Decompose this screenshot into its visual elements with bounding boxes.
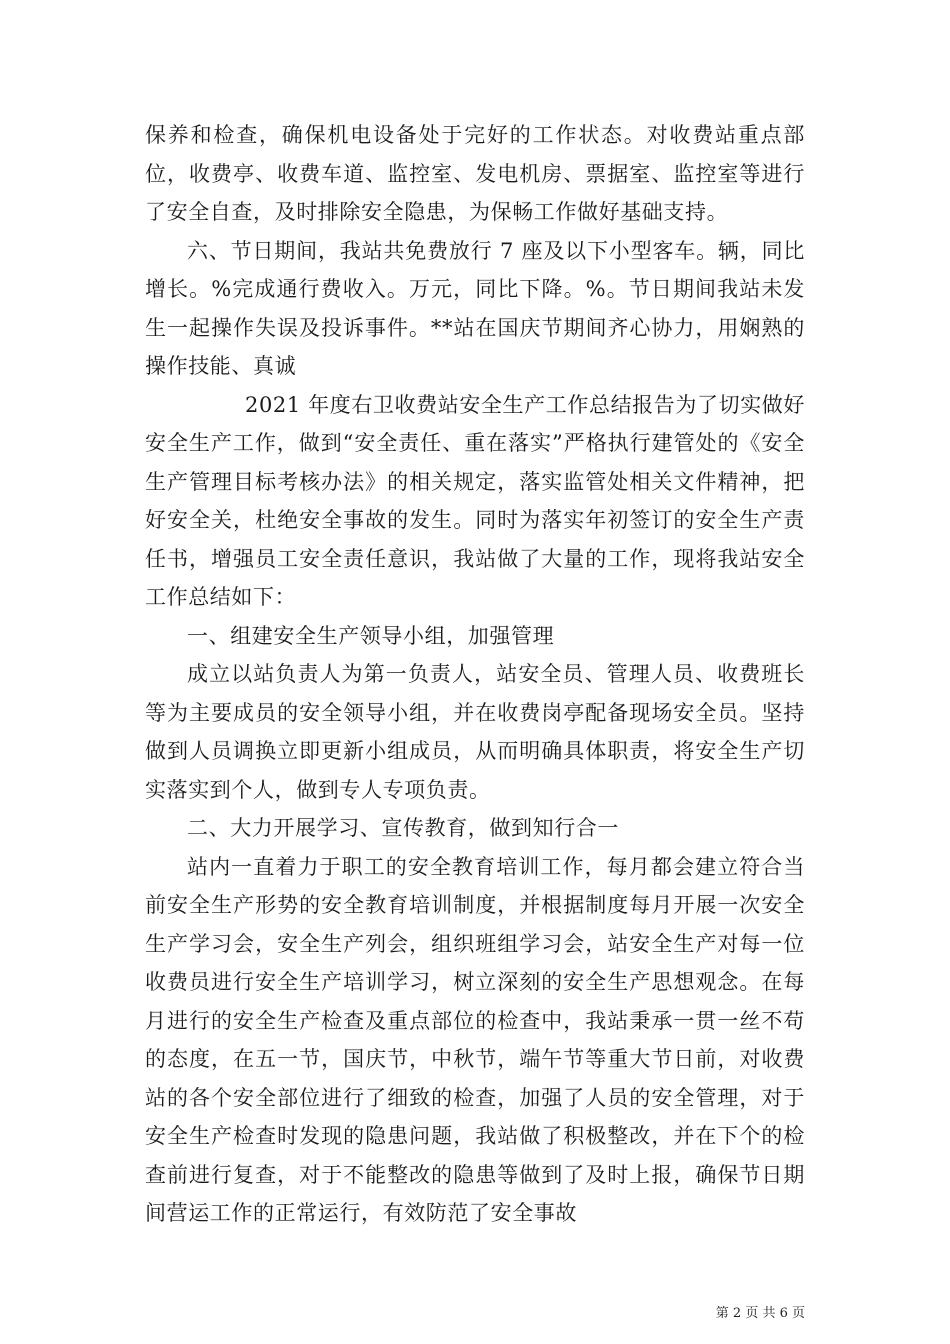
section-heading-leadership-group: 一、组建安全生产领导小组，加强管理 — [187, 623, 555, 648]
section-heading-education: 二、大力开展学习、宣传教育，做到知行合一 — [187, 816, 619, 840]
paragraph-education: 站内一直着力于职工的安全教育培训工作，每月都会建立符合当前安全生产形势的安全教育培训制度，并根据制度每月开展一次安全生产学习会，安全生产列会，组织班组学习会，站安全生产对每一位收费员进行安全生产培训学习，树立深刻的安全生产思想观念。在每月进行的安全生产检查及重点部位的检查中，我站秉承一贯一丝不苟的态度，在五一节，国庆节，中秋节，端午节等重大节日前，对收费站的各个安全部位进行了细致的检查，加强了人员的安全管理，对于安全生产检查时发现的隐患问题，我站做了积极整改，并在下个的检查前进行复查，对于不能整改的隐患等做到了及时上报，确保节日期间营运工作的正常运行，有效防范了安全事故 — [145, 854, 805, 1225]
document-body — [145, 116, 805, 1233]
paragraph-report-intro: 2021 年度右卫收费站安全生产工作总结报告为了切实做好安全生产工作，做到“安全责任、重在落实”严格执行建管处的《安全生产管理目标考核办法》的相关规定，落实监管处相关文件精神，把好安全关，杜绝安全事故的发生。同时为落实年初签订的安全生产责任书，增强员工安全责任意识，我站做了大量的工作，现将我站安全工作总结如下： — [145, 392, 805, 609]
paragraph-leadership-group: 成立以站负责人为第一负责人，站安全员、管理人员、收费班长等为主要成员的安全领导小组，并在收费岗亭配备现场安全员。坚持做到人员调换立即更新小组成员，从而明确具体职责，将安全生产切实落实到个人，做到专人专项负责。 — [145, 662, 805, 802]
paragraph-holiday-statistics: 六、节日期间，我站共免费放行 7 座及以下小型客车。辆，同比增长。%完成通行费收入。万元，同比下降。%。节日期间我站未发生一起操作失误及投诉事件。**站在国庆节期间齐心协力，用娴熟的操作技能、真诚 — [145, 238, 805, 378]
page-number: 第 2 页 共 6 页 — [715, 1306, 805, 1321]
paragraph-continued-maintenance: 保养和检查，确保机电设备处于完好的工作状态。对收费站重点部位，收费亭、收费车道、监控室、发电机房、票据室、监控室等进行了安全自查，及时排除安全隐患，为保畅工作做好基础支持。 — [145, 123, 805, 224]
